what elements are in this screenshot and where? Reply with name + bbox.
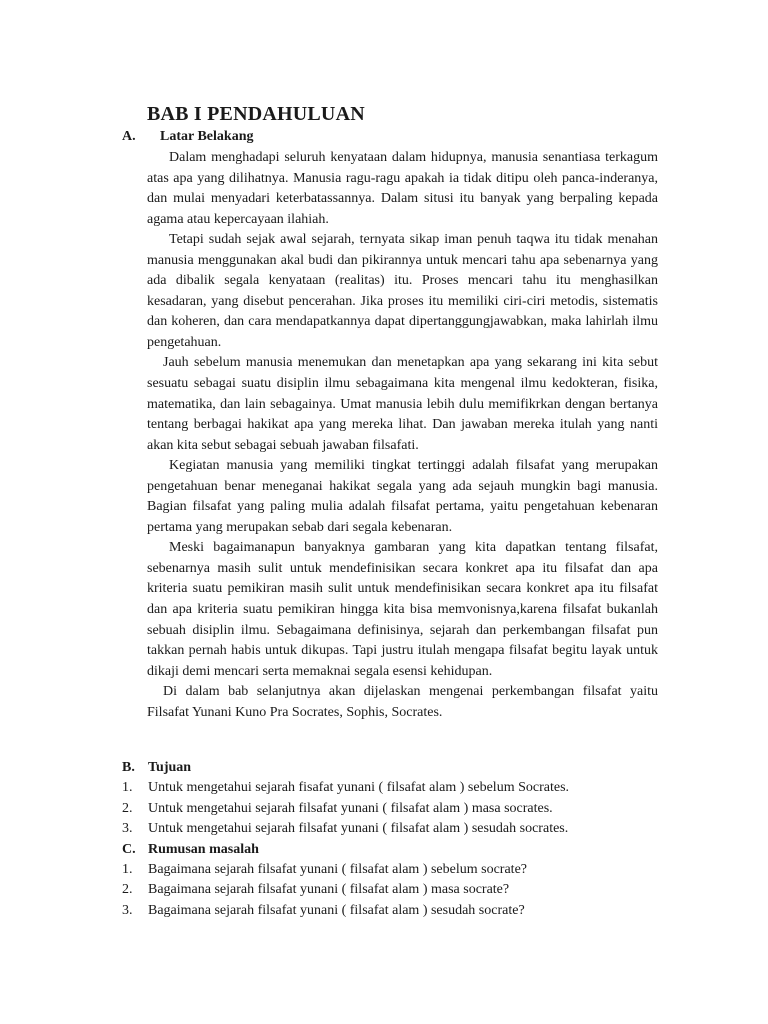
list-item (122, 860, 662, 880)
list-number: 1. (122, 780, 133, 796)
list-number: 1. (122, 862, 133, 878)
list-number: 3. (122, 821, 133, 837)
paragraph: Kegiatan manusia yang memiliki tingkat tertinggi adalah filsafat yang merupakan pengetahuan benar meneganai hakikat segala yang ada sejauh mungkin bagi manusia. Bagian filsafat yang paling mulia adalah filsafat pertama, yaitu pengetahuan kebenaran pertama yang merupakan sebab dari segala kebenaran. (147, 458, 658, 535)
lower-sections (122, 758, 662, 921)
section-a-letter: A. (122, 129, 136, 144)
chapter-title: BAB I PENDAHULUAN (147, 103, 365, 125)
section-a-heading (122, 129, 253, 145)
paragraph: Di dalam bab selanjutnya akan dijelaskan mengenai perkembangan filsafat yaitu Filsafat Yunani Kuno Pra Socrates, Sophis, Socrates. (147, 684, 658, 720)
list-text: Untuk mengetahui sejarah filsafat yunani ( filsafat alam ) sesudah socrates. (148, 821, 569, 837)
list-number: 3. (122, 902, 133, 918)
list-item (122, 799, 662, 819)
list-number: 2. (122, 800, 133, 816)
list-item (122, 880, 662, 900)
list-text: Untuk mengetahui sejarah filsafat yunani ( filsafat alam ) masa socrates. (148, 800, 553, 816)
list-number: 2. (122, 882, 133, 898)
list-item (122, 819, 662, 839)
list-text: Untuk mengetahui sejarah fisafat yunani ( filsafat alam ) sebelum Socrates. (148, 780, 570, 796)
section-c-title: Rumusan masalah (148, 841, 259, 857)
paragraph: Meski bagaimanapun banyaknya gambaran yang kita dapatkan tentang filsafat, sebenarnya masih sulit untuk mendefinisikan secara konkret apa itu filsafat dan apa kriteria suatu pemikiran masih sulit untuk mendefinisikan secara konkret apa itu filsafat dan apa kriteria suatu pemikiran hingga kita bisa memvonisnya,karena filsafat bukanlah sebuah disiplin ilmu. Sebagaimana definisinya, sejarah dan perkembangan filsafat pun takkan pernah habis untuk dikupas. Tapi justru itulah mengapa filsafat begitu layak untuk dikaji demi mencari serta memaknai segala esensi kehidupan. (147, 540, 658, 679)
section-b-title: Tujuan (148, 760, 192, 775)
list-text: Bagaimana sejarah filsafat yunani ( filsafat alam ) sesudah socrate? (148, 902, 525, 918)
section-b-heading (122, 758, 662, 778)
list-item (122, 778, 662, 798)
list-text: Bagaimana sejarah filsafat yunani ( filsafat alam ) masa socrate? (148, 882, 510, 898)
paragraph: Jauh sebelum manusia menemukan dan menetapkan apa yang sekarang ini kita sebut sesuatu sebagai suatu disiplin ilmu sebagaimana kita mengenal ilmu kedokteran, fisika, matematika, dan lain sebagainya. Umat manusia lebih dulu memifikrkan dengan bertanya tentang berbagai hakikat apa yang mereka lihat. Dan jawaban mereka itulah yang nanti akan kita sebut sebagai sebuah jawaban filsafati. (147, 355, 658, 453)
section-a-title: Latar Belakang (160, 129, 254, 144)
list-item (122, 901, 662, 921)
paragraph: Dalam menghadapi seluruh kenyataan dalam hidupnya, manusia senantiasa terkagum atas apa yang dilihatnya. Manusia ragu-ragu apakah ia tidak ditipu oleh panca-inderanya, dan mulai menyadari keterbatassannya. Dalam situsi itu banyak yang berpaling kepada agama atau kepercayaan ilahiah. (147, 150, 658, 227)
section-b-letter: B. (122, 760, 135, 775)
section-c-letter: C. (122, 841, 136, 857)
list-text: Bagaimana sejarah filsafat yunani ( filsafat alam ) sebelum socrate? (148, 862, 527, 878)
section-a-body (147, 148, 658, 723)
section-c-heading (122, 840, 662, 860)
paragraph: Tetapi sudah sejak awal sejarah, ternyata sikap iman penuh taqwa itu tidak menahan manusia menggunakan akal budi dan pikirannya untuk mencari tahu apa sebenarnya yang ada dibalik segala kenyataan (realitas) itu. Proses mencari tahu itu menghasilkan kesadaran, yang disebut pencerahan. Jika proses itu memiliki ciri-ciri metodis, sistematis dan koheren, dan cara mendapatkannya dapat dipertanggungjawabkan, maka lahirlah ilmu pengetahuan. (147, 232, 658, 350)
